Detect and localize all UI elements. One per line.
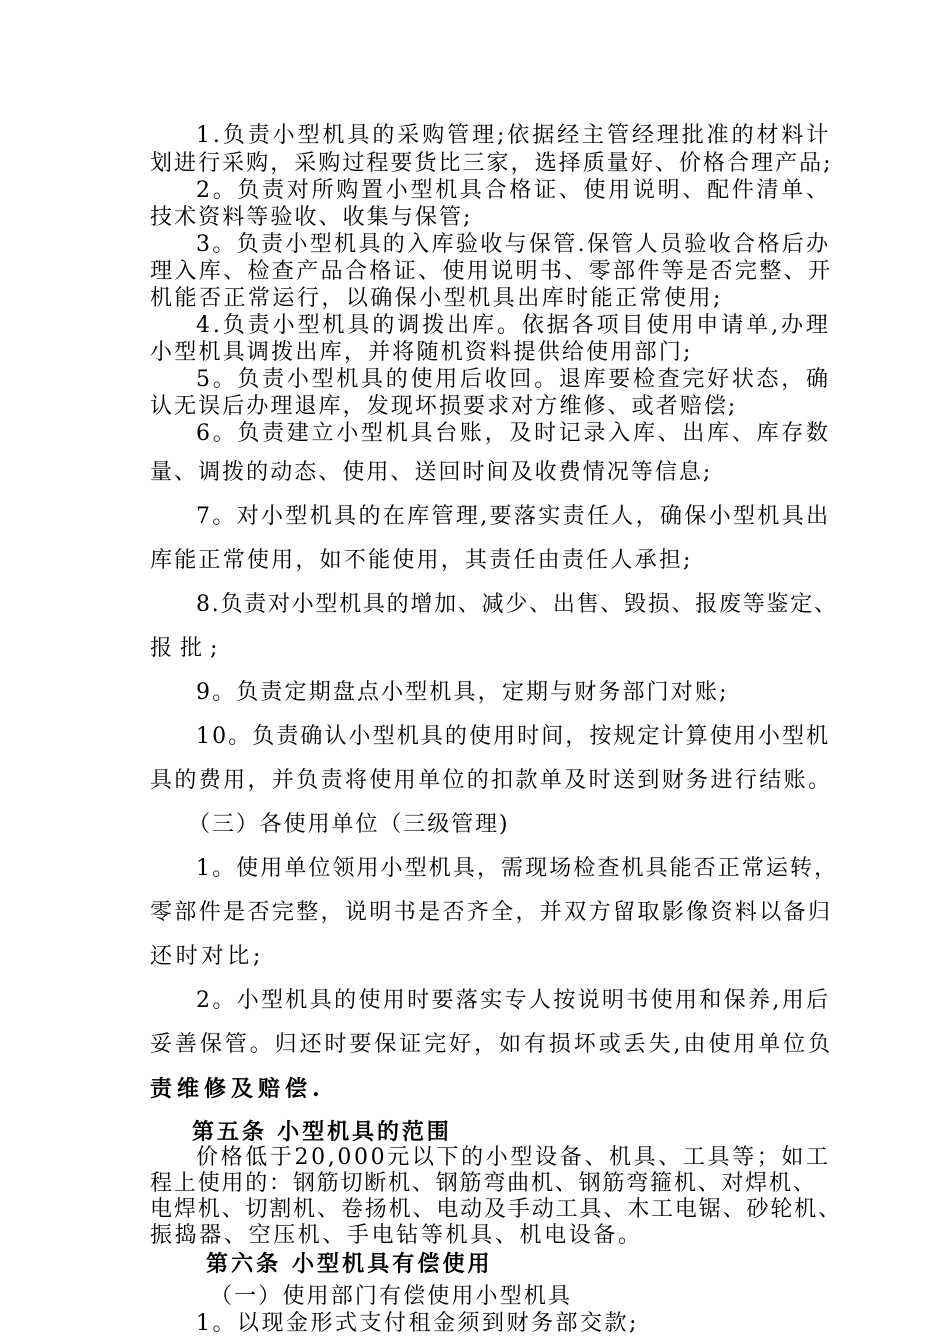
paragraph-line: 价格低于20,000元以下的小型设备、机具、工具等；如工 [196,1145,831,1170]
paragraph-line: 技术资料等验收、收集与保管; [150,205,473,230]
article-heading-five: 第五条 小型机具的范围 [192,1119,452,1145]
paragraph-line: 5。负责小型机具的使用后收回。退库要检查完好状态，确 [196,367,831,392]
paragraph-line: 6。负责建立小型机具台账，及时记录入库、出库、库存数 [196,421,831,446]
paragraph-line: 1。使用单位领用小型机具，需现场检查机具能否正常运转， [196,856,839,881]
paragraph-line: 具的费用，并负责将使用单位的扣款单及时送到财务进行结账。 [150,768,833,793]
section-subheading: （三）各使用单位（三级管理) [188,812,510,837]
paragraph-line: 还时对比; [150,944,265,969]
paragraph-line: 机能否正常运行，以确保小型机具出库时能正常使用; [150,286,723,311]
paragraph-line: 电焊机、切割机、卷扬机、电动及手动工具、木工电锯、砂轮机、 [150,1197,842,1222]
paragraph-line: 认无误后办理退库，发现坏损要求对方维修、或者赔偿; [150,394,738,419]
paragraph-line: 划进行采购，采购过程要货比三家，选择质量好、价格合理产品; [150,151,833,176]
paragraph-line: 7。对小型机具的在库管理,要落实责任人，确保小型机具出 [196,504,831,529]
paragraph-line: 量、调拨的动态、使用、送回时间及收费情况等信息; [150,460,713,485]
paragraph-line: 10。负责确认小型机具的使用时间，按规定计算使用小型机 [196,724,831,749]
paragraph-line: 振捣器、空压机、手电钻等机具、机电设备。 [150,1223,643,1248]
paragraph-line: 3。负责小型机具的入库验收与保管.保管人员验收合格后办 [196,232,831,257]
paragraph-line: 2。小型机具的使用时要落实专人按说明书使用和保养,用后 [196,988,831,1013]
paragraph-line: 报批; [150,636,226,661]
paragraph-line: 程上使用的：钢筋切断机、钢筋弯曲机、钢筋弯箍机、对焊机、 [150,1171,817,1196]
paragraph-line: 8.负责对小型机具的增加、减少、出售、毁损、报废等鉴定、 [196,592,838,617]
paragraph-line: 1.负责小型机具的采购管理;依据经主管经理批准的材料计 [196,123,832,148]
paragraph-line: 4.负责小型机具的调拨出库。依据各项目使用申请单,办理 [196,313,831,338]
paragraph-line: 9。负责定期盘点小型机具，定期与财务部门对账; [196,680,729,705]
paragraph-line: 责维修及赔偿. [150,1076,325,1102]
paragraph-line: 理入库、检查产品合格证、使用说明书、零部件等是否完整、开 [150,259,833,284]
paragraph-line: 小型机具调拨出库，并将随机资料提供给使用部门; [150,340,693,365]
paragraph-line: 2。负责对所购置小型机具合格证、使用说明、配件清单、 [196,178,831,203]
paragraph-line: 1。以现金形式支付租金须到财务部交款; [196,1311,639,1336]
section-subheading: （一）使用部门有偿使用小型机具 [210,1284,573,1309]
paragraph-line: 零部件是否完整，说明书是否齐全，并双方留取影像资料以备归 [150,900,833,925]
article-heading-six: 第六条 小型机具有偿使用 [206,1251,493,1277]
paragraph-line: 库能正常使用，如不能使用，其责任由责任人承担; [150,548,693,573]
paragraph-line: 妥善保管。归还时要保证完好，如有损坏或丢失,由使用单位负 [150,1032,834,1057]
